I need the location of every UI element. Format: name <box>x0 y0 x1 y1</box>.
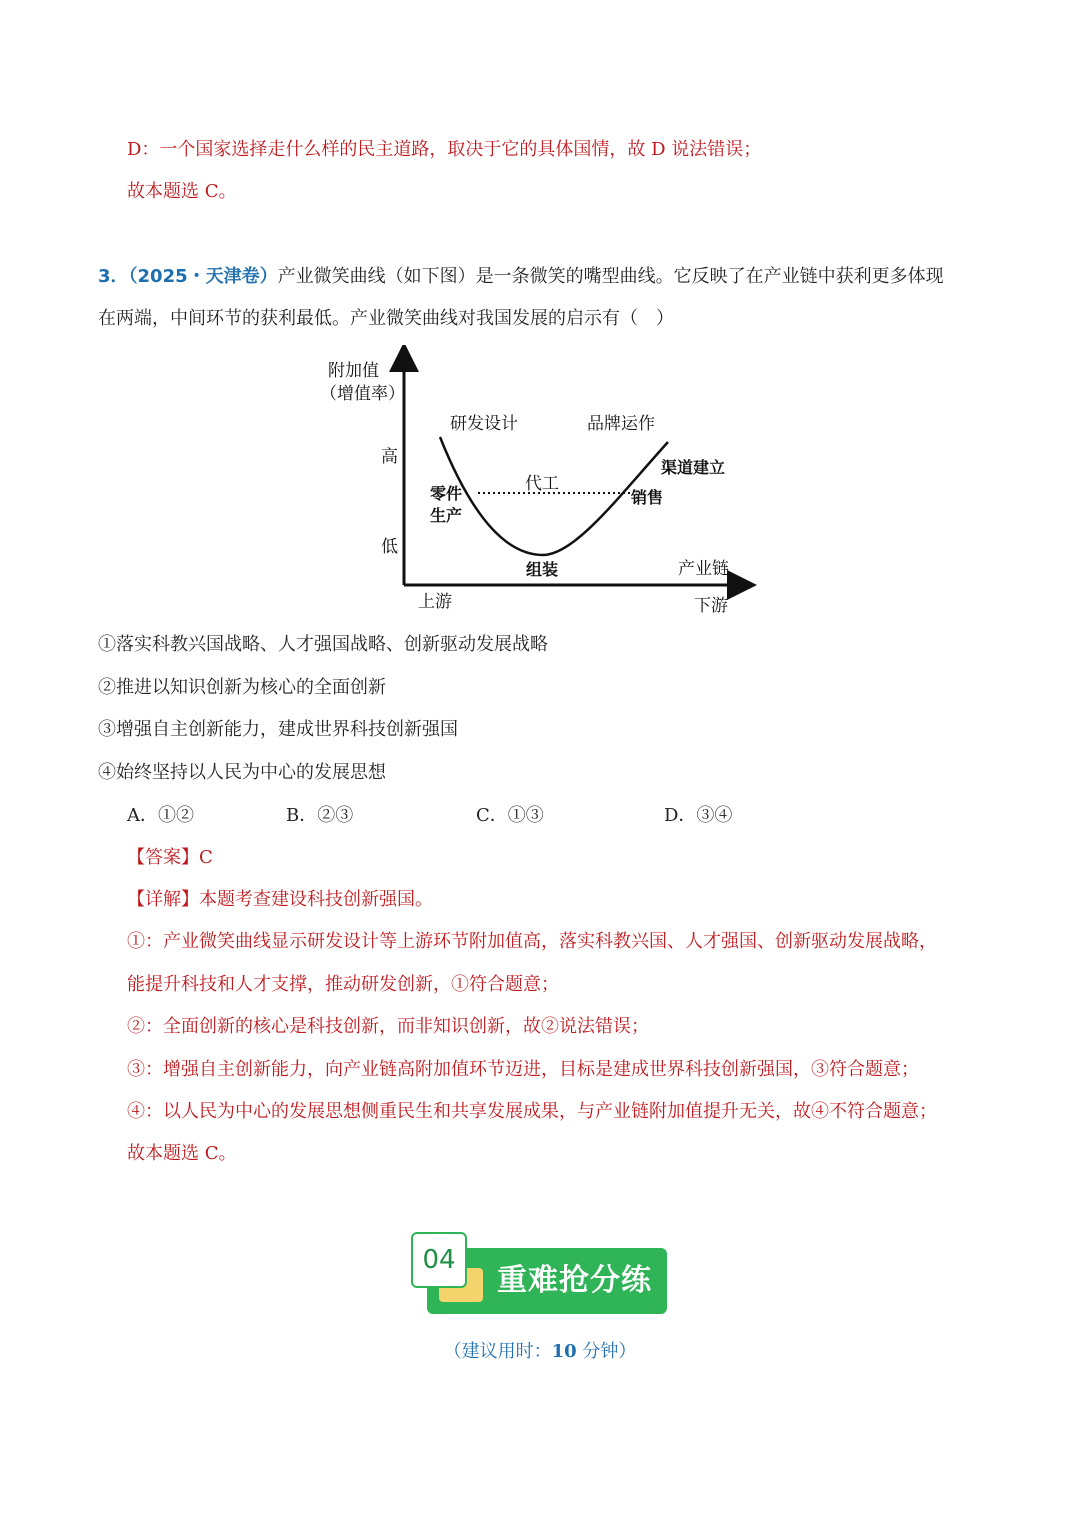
statement-1: ①落实科教兴国战略、人才强国战略、创新驱动发展战略 <box>98 634 548 655</box>
label-sales: 销售 <box>631 488 664 507</box>
option-b: B．②③ <box>286 805 354 826</box>
suggested-time-suffix: 分钟） <box>576 1341 637 1362</box>
label-assembly: 组装 <box>526 560 559 579</box>
explanation-item-1-line-2: 能提升科技和人才支撑，推动研发创新，①符合题意； <box>127 974 559 995</box>
label-parts-2: 生产 <box>430 506 463 525</box>
y-low-label: 低 <box>381 537 398 557</box>
question-stem-line-2: 在两端，中间环节的获利最低。产业微笑曲线对我国发展的启示有（ ） <box>98 308 674 329</box>
label-oem: 代工 <box>525 474 559 494</box>
prev-conclusion: 故本题选 C。 <box>127 181 237 202</box>
smile-curve-figure <box>300 345 770 625</box>
statement-2: ②推进以知识创新为核心的全面创新 <box>98 677 386 698</box>
detail-line: 【详解】本题考查建设科技创新强国。 <box>127 889 433 910</box>
section-number: 04 <box>411 1232 467 1288</box>
statement-3: ③增强自主创新能力，建成世界科技创新强国 <box>98 719 458 740</box>
explanation-item-3: ③：增强自主创新能力，向产业链高附加值环节迈进，目标是建成世界科技创新强国，③符合题意； <box>127 1059 919 1080</box>
explanation-option-d: D：一个国家选择走什么样的民主道路，取决于它的具体国情，故 D 说法错误； <box>127 139 762 160</box>
option-c: C．①③ <box>476 805 544 826</box>
y-axis-label-2: （增值率） <box>320 384 405 404</box>
answer-line: 【答案】C <box>127 847 213 868</box>
question-stem-text: 产业微笑曲线（如下图）是一条微笑的嘴型曲线。它反映了在产业链中获利更多体现 <box>277 266 944 287</box>
x-downstream-label: 下游 <box>694 596 728 616</box>
question-stem-line-1 <box>98 265 944 289</box>
suggested-time-minutes: 10 <box>551 1341 577 1362</box>
section-title: 重难抢分练 <box>497 1263 652 1298</box>
label-brand: 品牌运作 <box>587 414 655 434</box>
label-rnd: 研发设计 <box>450 414 518 434</box>
label-parts-1: 零件 <box>430 484 463 503</box>
explanation-item-2: ②：全面创新的核心是科技创新，而非知识创新，故②说法错误； <box>127 1016 649 1037</box>
section-badge <box>411 1232 671 1322</box>
question-number-source: 3．（2025・天津卷） <box>98 266 278 287</box>
option-d: D．③④ <box>664 805 733 826</box>
statement-4: ④始终坚持以人民为中心的发展思想 <box>98 762 386 783</box>
x-upstream-label: 上游 <box>418 592 452 612</box>
y-axis-label-1: 附加值 <box>328 361 379 381</box>
suggested-time <box>0 1340 1080 1364</box>
explanation-item-4: ④：以人民为中心的发展思想侧重民生和共享发展成果，与产业链附加值提升无关，故④不符合题意； <box>127 1101 937 1122</box>
suggested-time-prefix: （建议用时： <box>443 1341 552 1362</box>
y-high-label: 高 <box>381 447 398 467</box>
answer-conclusion: 故本题选 C。 <box>127 1143 237 1164</box>
label-channel: 渠道建立 <box>661 458 726 477</box>
x-axis-label: 产业链 <box>678 559 729 579</box>
option-a: A．①② <box>127 805 194 826</box>
explanation-item-1-line-1: ①：产业微笑曲线显示研发设计等上游环节附加值高，落实科教兴国、人才强国、创新驱动发展战略， <box>127 931 937 952</box>
